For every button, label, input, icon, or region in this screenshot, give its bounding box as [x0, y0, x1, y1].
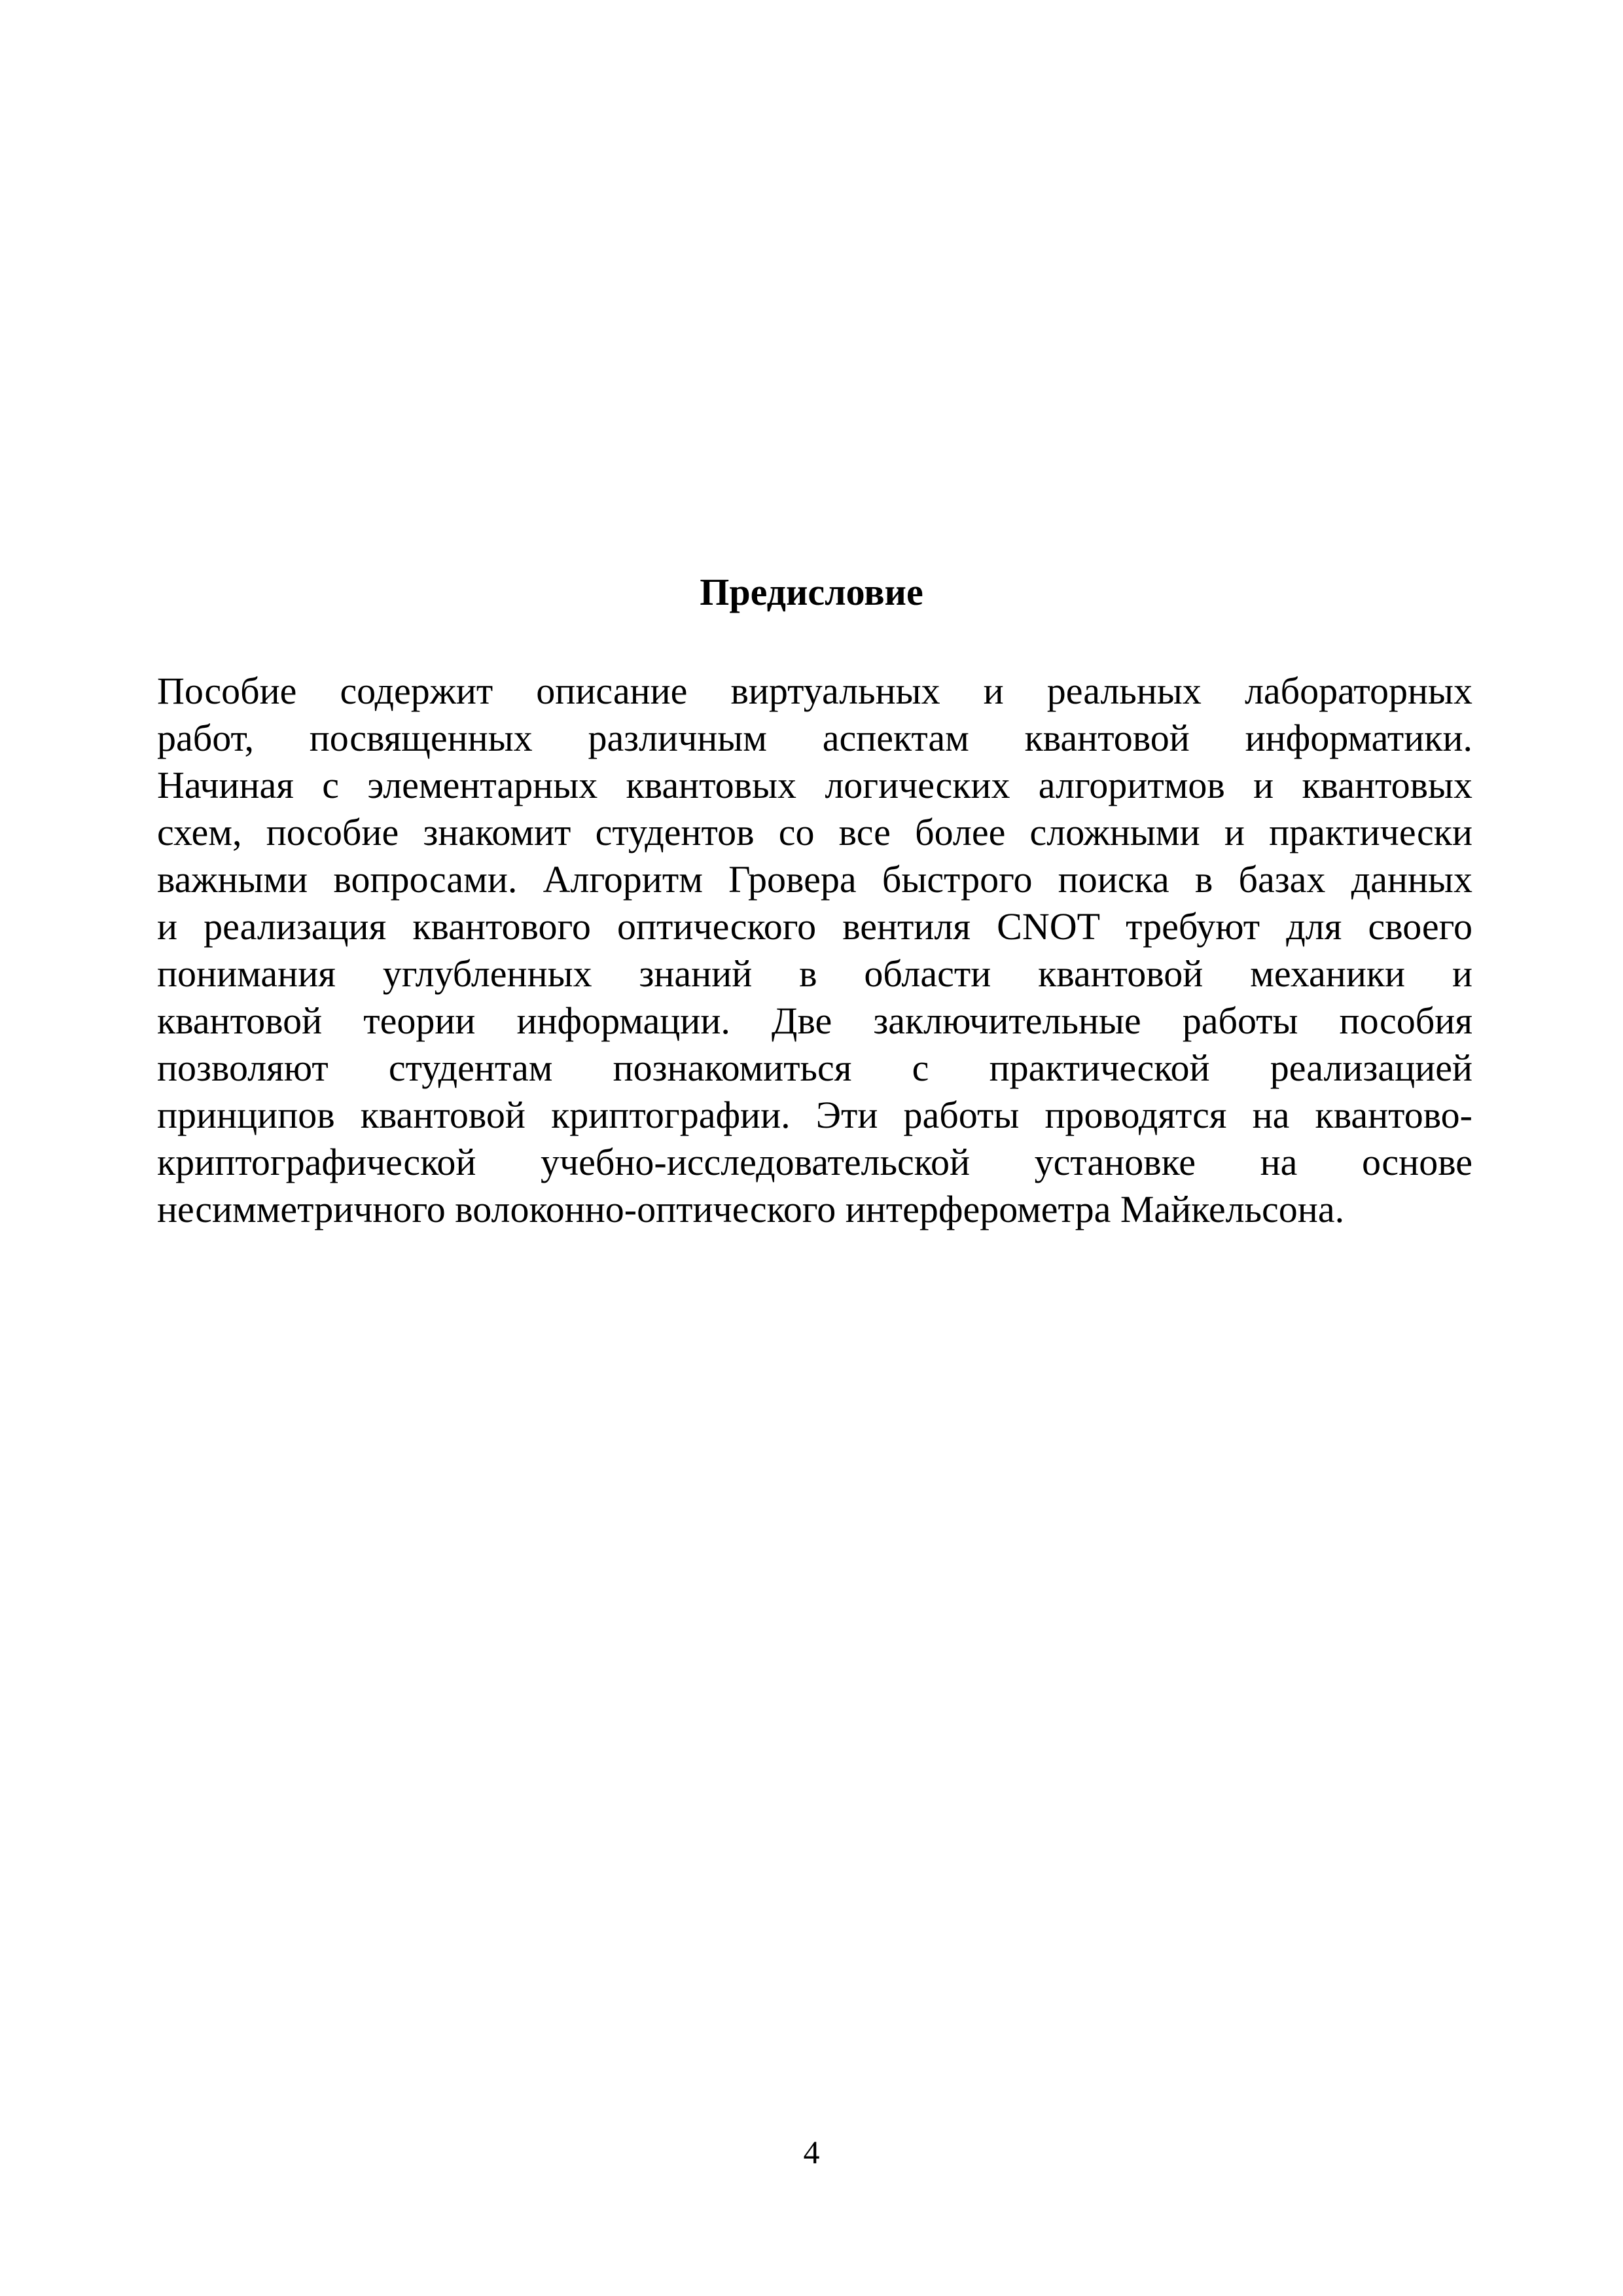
page-title: Предисловие	[700, 571, 923, 613]
paragraph-line: схем, пособие знакомит студентов со все более сложными и практически	[157, 811, 1472, 853]
paragraph-line: принципов квантовой криптографии. Эти работы проводятся на квантово-	[157, 1094, 1472, 1136]
paragraph-line: Начиная с элементарных квантовых логических алгоритмов и квантовых	[157, 764, 1472, 806]
paragraph-line: квантовой теории информации. Две заключительные работы пособия	[157, 999, 1472, 1042]
paragraph-line: работ, посвященных различным аспектам квантовой информатики.	[157, 717, 1472, 759]
preface-paragraph	[157, 668, 1472, 1233]
paragraph-line: несимметричного волоконно-оптического интерферометра Майкельсона.	[157, 1188, 1345, 1230]
paragraph-line: криптографической учебно-исследовательской установке на основе	[157, 1141, 1472, 1183]
paragraph-line: Пособие содержит описание виртуальных и реальных лабораторных	[157, 670, 1472, 712]
page-number: 4	[803, 2134, 820, 2170]
paragraph-line: понимания углубленных знаний в области квантовой механики и	[157, 952, 1472, 995]
paragraph-line: важными вопросами. Алгоритм Гровера быстрого поиска в базах данных	[157, 858, 1472, 901]
paragraph-line: и реализация квантового оптического вентиля CNOT требуют для своего	[157, 905, 1472, 948]
paragraph-line: позволяют студентам познакомиться с практической реализацией	[157, 1047, 1472, 1089]
